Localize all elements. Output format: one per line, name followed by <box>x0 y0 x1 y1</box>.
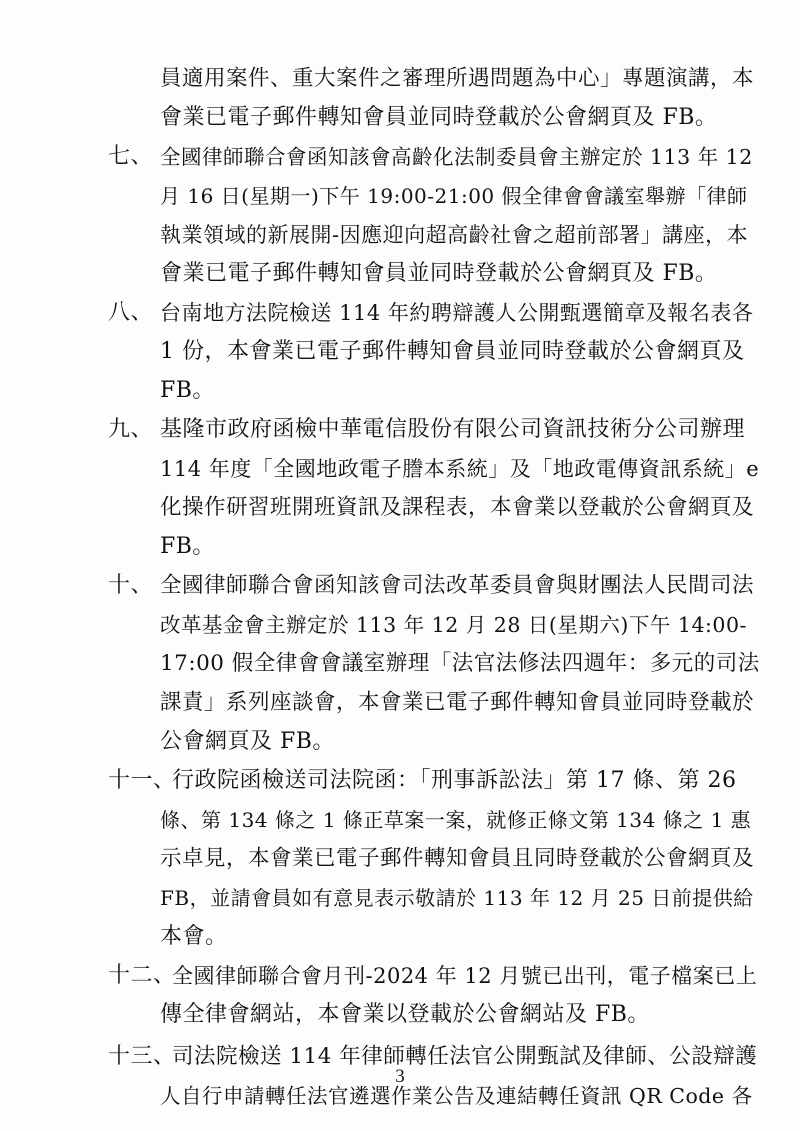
item-9-line-2: 114 年度「全國地政電子謄本系統」及「地政電傳資訊系統」e <box>160 457 760 481</box>
item-11-line-1: 行政院函檢送司法院函：「刑事訴訟法」第 17 條、第 26 <box>172 768 737 793</box>
item-7-line-4: 會業已電子郵件轉知會員並同時登載於公會網頁及 FB。 <box>160 261 718 286</box>
item-9-line-4: FB。 <box>160 534 215 559</box>
item-8-marker: 八、 <box>108 300 154 325</box>
item-11-line-2: 條、第 134 條之 1 條正草案一案，就修正條文第 134 條之 1 惠 <box>160 808 752 832</box>
item-7-line-2: 月 16 日(星期一)下午 19:00-21:00 假全律會會議室舉辦「律師 <box>160 184 748 208</box>
item-12-line-2: 傳全律會網站，本會業以登載於公會網站及 FB。 <box>160 1002 650 1027</box>
item-12-marker: 十二、 <box>108 963 176 988</box>
item-10-marker: 十、 <box>108 573 154 598</box>
item-12-line-1: 全國律師聯合會月刊-2024 年 12 月號已出刊，電子檔案已上 <box>172 964 758 988</box>
item-11-line-4: FB，並請會員如有意見表示敬請於 113 年 12 月 25 日前提供給 <box>160 886 754 910</box>
item-11-marker: 十一、 <box>108 768 176 793</box>
item-9-line-3: 化操作研習班開班資訊及課程表，本會業以登載於公會網頁及 <box>160 495 755 520</box>
item-7-marker: 七、 <box>108 144 154 169</box>
item-13-line-1: 司法院檢送 114 年律師轉任法官公開甄試及律師、公設辯護 <box>172 1044 758 1069</box>
item-7-line-3: 執業領域的新展開-因應迎向超高齡社會之超前部署」講座，本 <box>160 223 749 247</box>
item-9-line-1: 基隆市政府函檢中華電信股份有限公司資訊技術分公司辦理 <box>160 417 746 442</box>
item-8-line-3: FB。 <box>160 378 215 403</box>
item-10-line-3: 17:00 假全律會會議室辦理「法官法修法四週年：多元的司法 <box>160 651 760 676</box>
item-7-line-1: 全國律師聯合會函知該會高齡化法制委員會主辦定於 113 年 12 <box>160 145 753 169</box>
item-10-line-1: 全國律師聯合會函知該會司法改革委員會與財團法人民間司法 <box>160 573 755 598</box>
item-10-line-4: 課責」系列座談會，本會業已電子郵件轉知會員並同時登載於 <box>160 690 755 715</box>
item-13-marker: 十三、 <box>108 1044 176 1069</box>
item-11-line-3: 示卓見，本會業已電子郵件轉知會員且同時登載於公會網頁及 <box>160 846 755 871</box>
item-10-line-5: 公會網頁及 FB。 <box>160 729 335 754</box>
page-number: 3 <box>395 1066 405 1087</box>
item-9-marker: 九、 <box>108 417 154 442</box>
item-cont-line-2: 會業已電子郵件轉知會員並同時登載於公會網頁及 FB。 <box>160 105 718 130</box>
item-8-line-2: 1 份，本會業已電子郵件轉知會員並同時登載於公會網頁及 <box>160 339 745 364</box>
item-13-line-2: 人自行申請轉任法官遴選作業公告及連結轉任資訊 QR Code 各 <box>160 1084 753 1108</box>
item-10-line-2: 改革基金會主辦定於 113 年 12 月 28 日(星期六)下午 14:00- <box>160 613 747 637</box>
item-cont-line-1: 員適用案件、重大案件之審理所遇問題為中心」專題演講，本 <box>160 66 755 91</box>
item-8-line-1: 台南地方法院檢送 114 年約聘辯護人公開甄選簡章及報名表各 <box>160 301 754 325</box>
item-11-line-5: 本會。 <box>160 924 228 949</box>
